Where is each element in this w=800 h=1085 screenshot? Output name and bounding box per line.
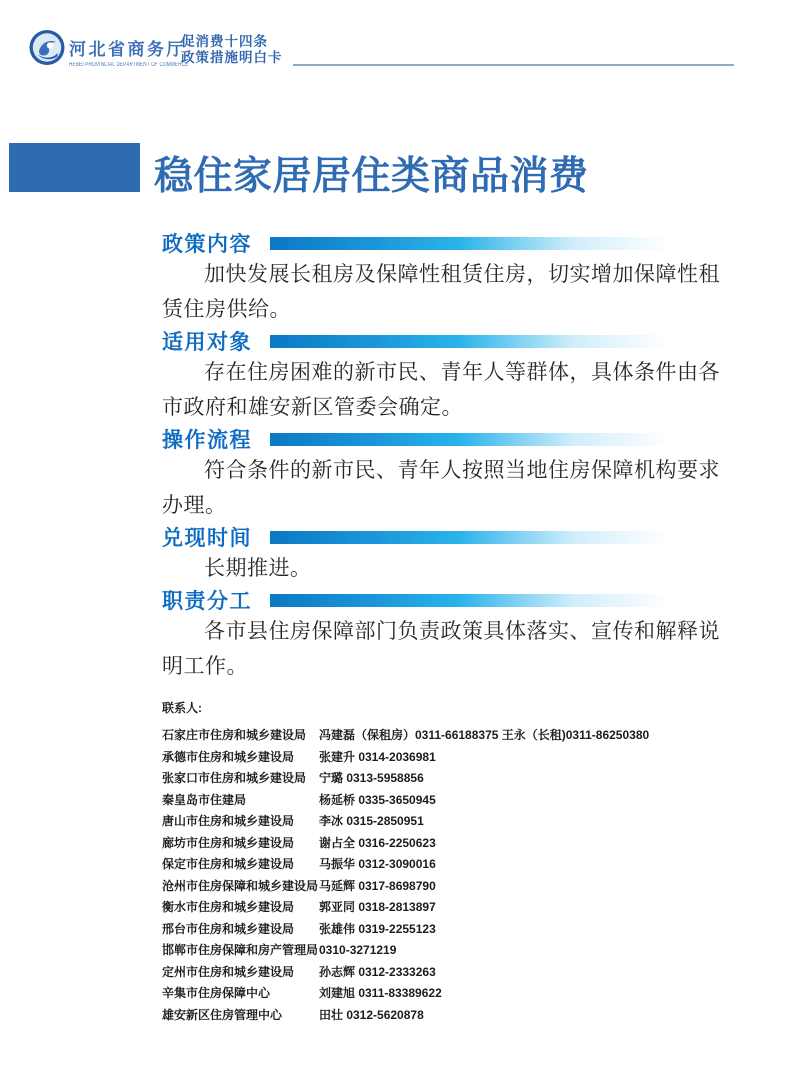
tagline-line1: 促消费十四条	[181, 34, 268, 49]
contact-detail: 冯建磊（保租房）0311-66188375 王永（长租)0311-86250380	[319, 728, 650, 742]
contact-detail: 郭亚同 0318-2813897	[319, 900, 436, 914]
contact-detail: 田壮 0312-5620878	[319, 1007, 424, 1022]
title-accent-rectangle	[9, 143, 140, 192]
contact-row	[162, 919, 737, 941]
contact-row	[162, 725, 737, 747]
section-label: 职责分工	[162, 590, 252, 613]
section-body: 存在住房困难的新市民、青年人等群体，具体条件由各市政府和雄安新区管委会确定。	[162, 361, 720, 419]
contact-org: 承德市住房和城乡建设局	[162, 749, 295, 764]
contact-detail: 杨延桥 0335-3650945	[319, 792, 436, 807]
contact-org: 保定市住房和城乡建设局	[162, 857, 295, 871]
contact-row	[162, 768, 737, 790]
section-body: 符合条件的新市民、青年人按照当地住房保障机构要求办理。	[162, 459, 720, 517]
section-header	[162, 231, 737, 255]
contact-org: 定州市住房和城乡建设局	[162, 964, 295, 979]
contact-detail: 宁璐 0313-5958856	[319, 771, 424, 785]
section-body: 长期推进。	[204, 557, 312, 580]
header-divider-line	[293, 64, 734, 66]
contact-detail: 谢占全 0316-2250623	[319, 835, 436, 850]
contact-org: 邢台市住房和城乡建设局	[162, 921, 295, 936]
contact-org: 邯郸市住房保障和房产管理局	[162, 943, 319, 957]
contact-row	[162, 811, 737, 833]
contact-row	[162, 983, 737, 1005]
tagline-line2: 政策措施明白卡	[181, 49, 283, 65]
section-label: 政策内容	[162, 233, 252, 256]
contact-row	[162, 854, 737, 876]
contact-org: 秦皇岛市住建局	[162, 792, 247, 807]
contact-detail: 李冰 0315-2850951	[319, 814, 424, 828]
contact-row	[162, 1005, 737, 1027]
page-title: 稳住家居居住类商品消费	[154, 155, 589, 198]
section-label: 操作流程	[162, 429, 252, 452]
contact-org: 衡水市住房和城乡建设局	[162, 900, 295, 914]
contact-org: 雄安新区住房管理中心	[162, 1007, 283, 1022]
contact-row	[162, 833, 737, 855]
contact-org: 廊坊市住房和城乡建设局	[162, 835, 295, 850]
contact-detail: 刘建旭 0311-83389622	[319, 986, 442, 1000]
contact-row	[162, 790, 737, 812]
contact-org: 石家庄市住房和城乡建设局	[162, 728, 307, 742]
contact-row	[162, 897, 737, 919]
contact-detail: 马振华 0312-3090016	[319, 857, 436, 871]
section-header	[162, 588, 737, 612]
org-name-english: HEBEI PROVINCIAL DEPARTMENT OF COMMERCE	[69, 62, 189, 68]
contact-detail: 张建升 0314-2036981	[319, 749, 436, 764]
section-header	[162, 427, 737, 451]
gradient-bar	[270, 433, 691, 446]
section-header	[162, 329, 737, 353]
org-name: 河北省商务厅	[69, 40, 186, 59]
section-body: 加快发展长租房及保障性租赁住房，切实增加保障性租赁住房供给。	[162, 263, 720, 321]
contacts-block	[162, 699, 737, 1026]
contact-detail: 0310-3271219	[319, 943, 397, 957]
contact-detail: 马延辉 0317-8698790	[319, 878, 436, 893]
section-header	[162, 525, 737, 549]
contacts-heading: 联系人:	[162, 701, 202, 715]
gradient-bar	[270, 335, 691, 348]
content-column	[162, 224, 737, 1026]
commerce-logo-icon	[29, 29, 65, 66]
contact-row	[162, 876, 737, 898]
contact-org: 唐山市住房和城乡建设局	[162, 814, 295, 828]
contact-row	[162, 940, 737, 962]
gradient-bar	[270, 237, 691, 250]
section-body: 各市县住房保障部门负责政策具体落实、宣传和解释说明工作。	[162, 620, 720, 678]
contact-row	[162, 747, 737, 769]
contact-org: 沧州市住房保障和城乡建设局	[162, 878, 319, 893]
tagline-block	[181, 34, 283, 65]
contact-detail: 张雄伟 0319-2255123	[319, 921, 436, 936]
gradient-bar	[270, 594, 691, 607]
gradient-bar	[270, 531, 691, 544]
contact-detail: 孙志辉 0312-2333263	[319, 964, 436, 979]
contact-org: 张家口市住房和城乡建设局	[162, 771, 307, 785]
contact-org: 辛集市住房保障中心	[162, 986, 271, 1000]
contact-row	[162, 962, 737, 984]
section-label: 兑现时间	[162, 527, 252, 550]
section-label: 适用对象	[162, 331, 252, 354]
